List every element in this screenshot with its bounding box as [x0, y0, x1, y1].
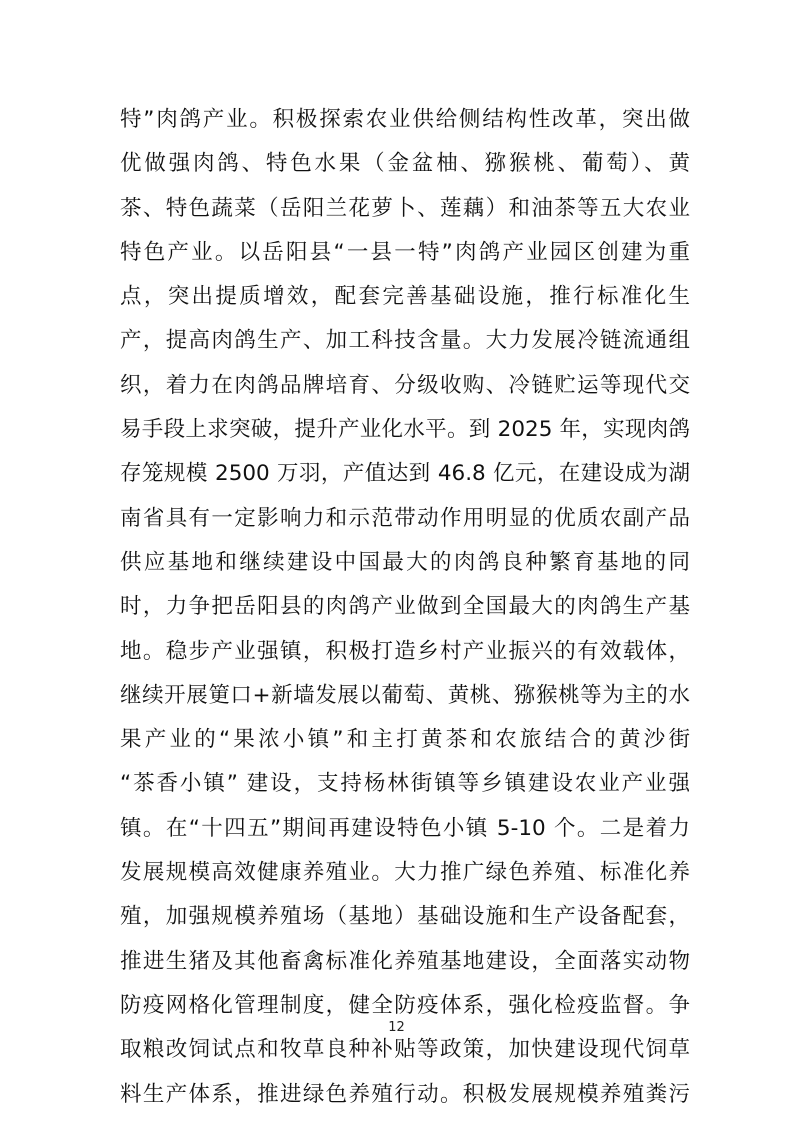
text-line: 特色产业。以岳阳县“一县一特”肉鸽产业园区创建为重	[120, 239, 690, 265]
text-line: 南省具有一定影响力和示范带动作用明显的优质农副产品	[120, 505, 690, 531]
text-line: 优做强肉鸽、特色水果（金盆柚、猕猴桃、葡萄）、黄	[120, 151, 690, 177]
text-line: 推进生猪及其他畜禽标准化养殖基地建设，全面落实动物	[120, 948, 690, 974]
text-line: 果产业的“果浓小镇”和主打黄茶和农旅结合的黄沙街	[120, 727, 690, 753]
text-line: 时，力争把岳阳县的肉鸽产业做到全国最大的肉鸽生产基	[120, 594, 690, 620]
text-line: 供应基地和继续建设中国最大的肉鸽良种繁育基地的同	[120, 549, 690, 575]
text-line: 殖，加强规模养殖场（基地）基础设施和生产设备配套，	[120, 904, 690, 930]
text-line: “茶香小镇” 建设，支持杨林街镇等乡镇建设农业产业强	[120, 771, 690, 797]
text-line: 产，提高肉鸽生产、加工科技含量。大力发展冷链流通组	[120, 328, 690, 354]
text-line: 继续开展筻口+新墙发展以葡萄、黄桃、猕猴桃等为主的水	[120, 682, 690, 708]
text-line: 易手段上求突破，提升产业化水平。到 2025 年，实现肉鸽	[120, 417, 690, 443]
text-line: 织，着力在肉鸽品牌培育、分级收购、冷链贮运等现代交	[120, 372, 690, 398]
text-line: 特”肉鸽产业。积极探索农业供给侧结构性改革，突出做	[120, 107, 690, 132]
text-line: 茶、特色蔬菜（岳阳兰花萝卜、莲藕）和油茶等五大农业	[120, 195, 690, 221]
text-line: 点，突出提质增效，配套完善基础设施，推行标准化生	[120, 284, 690, 310]
text-line: 镇。在“十四五”期间再建设特色小镇 5-10 个。二是着力	[120, 815, 690, 841]
text-line: 存笼规模 2500 万羽，产值达到 46.8 亿元，在建设成为湖	[120, 461, 690, 487]
body-text	[120, 98, 690, 1117]
text-line: 地。稳步产业强镇，积极打造乡村产业振兴的有效载体，	[120, 638, 690, 664]
text-line: 取粮改饲试点和牧草良种补贴等政策，加快建设现代饲草	[120, 1037, 690, 1063]
text-line: 防疫网格化管理制度，健全防疫体系，强化检疫监督。争	[120, 992, 690, 1018]
page-number: 12	[388, 1020, 405, 1035]
text-line: 发展规模高效健康养殖业。大力推广绿色养殖、标准化养	[120, 860, 690, 886]
text-line: 料生产体系，推进绿色养殖行动。积极发展规模养殖粪污	[120, 1081, 690, 1107]
